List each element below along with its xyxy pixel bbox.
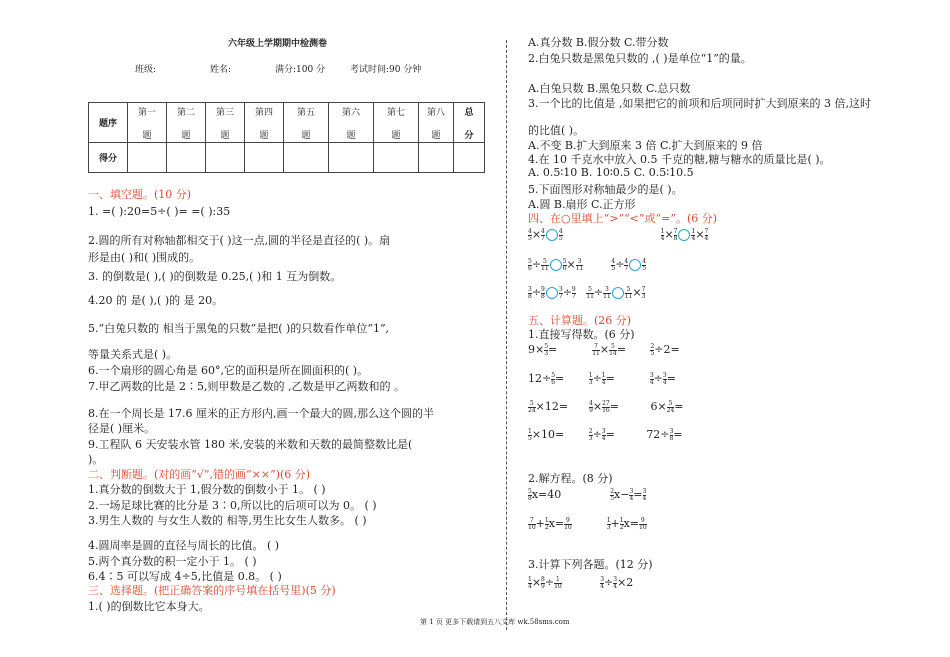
- score-cell[interactable]: [245, 143, 284, 173]
- col-6: 第六 题: [329, 103, 374, 143]
- score-cell[interactable]: [419, 143, 454, 173]
- compare-row-3: $\frac{3}{8}$ ÷ $\frac{9}{8}$ $\frac{3}{7}$ ÷ $\frac{9}{7}$ $\frac{5}{11}$ ÷ $\frac{3}{11}$ $\frac{5}{11}$ × $\frac{7}{3}$: [528, 285, 646, 300]
- question-9a: 9.工程队 6 天安装水管 180 米,安装的米数和天数的最简整数比是(: [88, 438, 413, 451]
- question-5b: 等量关系式是( )。: [88, 348, 178, 361]
- section-calc: 五、计算题。(26 分): [528, 314, 632, 327]
- score-table: [88, 102, 485, 173]
- question-9b: )。: [88, 453, 104, 466]
- choice-5: 5.下面图形对称轴最少的是( )。: [528, 183, 683, 196]
- score-cell[interactable]: [284, 143, 329, 173]
- choice-1: 1.( )的倒数比它本身大。: [88, 600, 210, 613]
- compare-circle[interactable]: [612, 287, 624, 299]
- calc-row-1: 9× $\frac{5}{3}$ = $\frac{7}{11}$ × $\frac{5}{14}$ = $\frac{2}{5}$ ÷2=: [528, 342, 680, 357]
- judge-1: 1.真分数的倒数大于 1,假分数的倒数小于 1。 ( ): [88, 483, 326, 496]
- compare-circle[interactable]: [678, 229, 690, 241]
- exam-time: 考试时间:90 分钟: [350, 65, 422, 75]
- question-8b: 径是( )厘米。: [88, 422, 156, 435]
- compare-row-2: $\frac{5}{6}$ ÷ $\frac{5}{11}$ $\frac{5}{6}$ × $\frac{3}{11}$ $\frac{4}{5}$ ÷ $\frac{4}{7}$ $\frac{4}{5}$: [528, 257, 647, 272]
- judge-5: 5.两个真分数的积一定小于 1。 ( ): [88, 555, 257, 568]
- choice-2: 2.白兔只数是黑兔只数的 ,( )是单位“1”的量。: [528, 52, 752, 65]
- calc-row-4: $\frac{1}{5}$ ×10= $\frac{2}{3}$ ÷ $\frac{3}{4}$ = 72÷ $\frac{3}{8}$ =: [528, 427, 683, 442]
- score-cell[interactable]: [374, 143, 419, 173]
- col-8: 第八 题: [419, 103, 454, 143]
- page-footer: 第 1 页 更多下载请到五八文库 wk.58sms.com: [420, 618, 570, 626]
- choice-5-options: A.圆 B.扇形 C.正方形: [528, 198, 636, 211]
- col-total: 总 分: [454, 103, 485, 143]
- col-5: 第五 题: [284, 103, 329, 143]
- choice-4: 4.在 10 千克水中放入 0.5 千克的糖,糖与糖水的质量比是( )。: [528, 153, 831, 166]
- full-score: 满分:100 分: [275, 65, 326, 75]
- choice-2-options: A.白兔只数 B.黑兔只数 C.总只数: [528, 82, 691, 95]
- class-label: 班级:: [135, 65, 157, 75]
- calc-part-1: 1.直接写得数。(6 分): [528, 328, 635, 341]
- col-3: 第三 题: [206, 103, 245, 143]
- calc-row-2: 12÷ $\frac{5}{6}$ = $\frac{1}{3}$ ÷ $\frac{1}{4}$ = $\frac{3}{4}$ ÷ $\frac{3}{4}$ =: [528, 371, 676, 386]
- judge-4: 4.圆周率是圆的直径与周长的比值。 ( ): [88, 539, 280, 552]
- section-judge: 二、判断题。(对的画“√”,错的画“××”)(6 分): [88, 468, 311, 481]
- compare-circle[interactable]: [550, 259, 562, 271]
- judge-3: 3.男生人数的 与女生人数的 相等,男生比女生人数多。 ( ): [88, 514, 367, 527]
- question-3: 3. 的倒数是( ),( )的倒数是 0.25,( )和 1 互为倒数。: [88, 270, 342, 283]
- question-4: 4.20 的 是( ),( )的 是 20。: [88, 294, 224, 307]
- section-choice: 三、选择题。(把正确答案的序号填在括号里)(5 分): [88, 584, 336, 597]
- exam-title: 六年级上学期期中检测卷: [228, 39, 328, 49]
- col-2: 第二 题: [167, 103, 206, 143]
- score-cell[interactable]: [167, 143, 206, 173]
- calc-last-row: $\frac{1}{4}$ × $\frac{8}{9}$ ÷ $\frac{1}{10}$ $\frac{3}{4}$ ÷ $\frac{3}{4}$ ×2: [528, 575, 634, 590]
- row-header: 题序: [89, 103, 128, 143]
- calc-part-2: 2.解方程。(8 分): [528, 472, 613, 485]
- question-8a: 8.在一个周长是 17.6 厘米的正方形内,画一个最大的圆,那么这个圆的半: [88, 407, 434, 420]
- choice-3b: 的比值( )。: [528, 124, 585, 137]
- column-divider: [506, 40, 507, 630]
- score-cell[interactable]: [454, 143, 485, 173]
- col-7: 第七 题: [374, 103, 419, 143]
- col-1: 第一 题: [128, 103, 167, 143]
- name-label: 姓名:: [210, 65, 232, 75]
- score-cell[interactable]: [206, 143, 245, 173]
- question-1: 1. =( ):20=5÷( )= =( ):35: [88, 205, 231, 218]
- score-cell[interactable]: [128, 143, 167, 173]
- score-row-header: 得分: [89, 143, 128, 173]
- question-2a: 2.圆的所有对称轴都相交于( )这一点,圆的半径是直径的( )。扇: [88, 234, 391, 247]
- section-fill: 一、填空题。(10 分): [88, 188, 192, 201]
- question-6: 6.一个扇形的圆心角是 60°,它的面积是所在圆面积的( )。: [88, 364, 369, 377]
- compare-circle[interactable]: [546, 287, 558, 299]
- choice-1-options: A.真分数 B.假分数 C.带分数: [528, 36, 669, 49]
- score-cell[interactable]: [329, 143, 374, 173]
- question-7: 7.甲乙两数的比是 2∶5,则甲数是乙数的 ,乙数是甲乙两数和的 。: [88, 380, 405, 393]
- choice-3-options: A.不变 B.扩大到原来 3 倍 C.扩大到原来的 9 倍: [528, 139, 763, 152]
- equation-row-1: $\frac{5}{8}$ x=40 $\frac{2}{5}$ x− $\frac{3}{4}$ = $\frac{3}{4}$: [528, 487, 647, 502]
- col-4: 第四 题: [245, 103, 284, 143]
- calc-part-3: 3.计算下列各题。(12 分): [528, 558, 653, 571]
- choice-3a: 3.一个比的比值是 ,如果把它的前项和后项同时扩大到原来的 3 倍,这时: [528, 97, 871, 110]
- compare-circle[interactable]: [546, 229, 558, 241]
- calc-row-3: $\frac{5}{24}$ ×12= $\frac{4}{9}$ × $\frac{27}{16}$ = 6× $\frac{5}{24}$ =: [528, 399, 684, 414]
- compare-row-1: $\frac{4}{5}$ × $\frac{4}{7}$ $\frac{4}{5}$ $\frac{1}{4}$ × $\frac{7}{8}$ $\frac{1}{4}$ × $\frac{7}{4}$: [528, 227, 709, 242]
- equation-row-2: $\frac{7}{10}$ + $\frac{1}{2}$ x= $\frac{9}{10}$ $\frac{1}{3}$ + $\frac{1}{2}$ x= $\frac{9}{10}$: [528, 516, 647, 531]
- judge-2: 2.一场足球比赛的比分是 3∶0,所以比的后项可以为 0。 ( ): [88, 499, 377, 512]
- question-2b: 形是由( )和( )围成的。: [88, 251, 201, 264]
- section-compare: 四、在○里填上“>”“<”或“=”。(6 分): [528, 212, 718, 225]
- judge-6: 6.4∶5 可以写成 4÷5,比值是 0.8。 ( ): [88, 570, 282, 583]
- compare-circle[interactable]: [629, 259, 641, 271]
- choice-4-options: A. 0.5∶10 B. 10∶0.5 C. 0.5∶10.5: [528, 166, 694, 179]
- question-5a: 5.“白兔只数的 相当于黑兔的只数”是把( )的只数看作单位“1”,: [88, 322, 390, 335]
